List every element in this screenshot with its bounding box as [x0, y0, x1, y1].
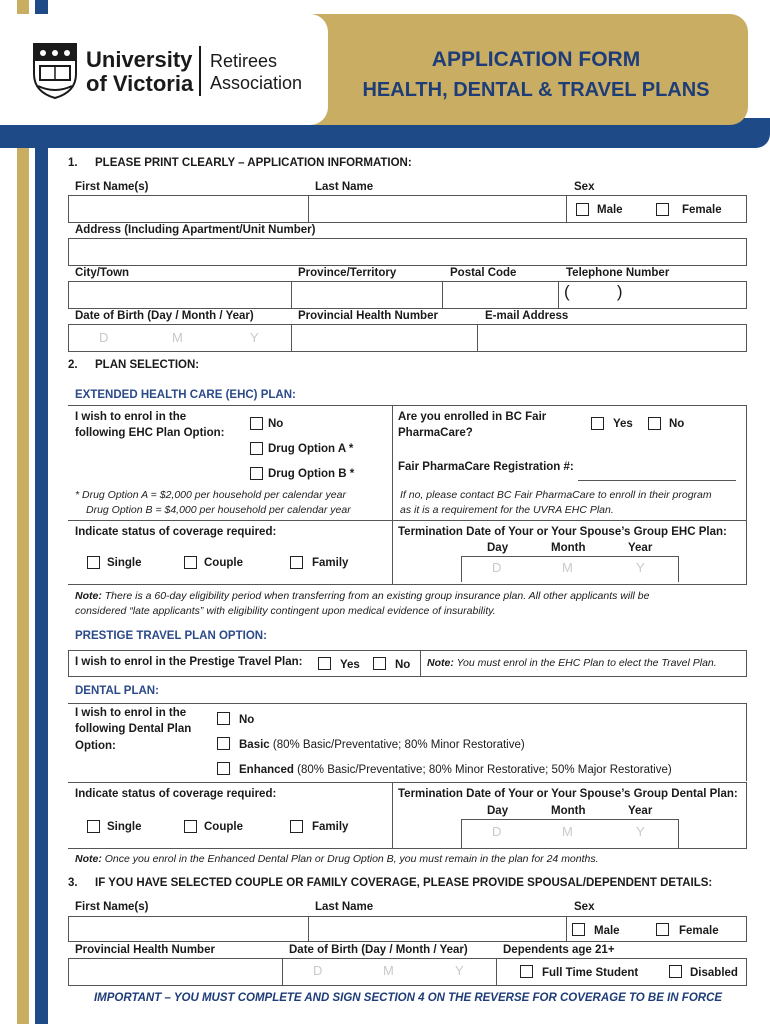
divider [442, 281, 443, 309]
logo-university: University [86, 47, 193, 72]
spouse-label-last-name: Last Name [315, 901, 374, 913]
dental-note [75, 853, 599, 865]
dental-family-label: Family [312, 821, 349, 833]
full-time-student-checkbox[interactable] [520, 965, 533, 978]
sex-female-label: Female [682, 204, 722, 216]
pharmacare-question-line2: PharmaCare? [398, 427, 473, 439]
travel-note [427, 657, 717, 669]
dental-coverage-top-line [68, 782, 747, 783]
dental-basic-name: Basic [239, 739, 270, 751]
pharmacare-yes-checkbox[interactable] [591, 417, 604, 430]
dental-termination-day-label: Day [487, 805, 509, 817]
dental-basic-desc: (80% Basic/Preventative; 80% Minor Restorative) [269, 739, 525, 751]
ehc-coverage-top-line [68, 520, 747, 521]
ehc-right-edge [746, 405, 747, 520]
dental-enhanced-label [239, 764, 672, 776]
logo-divider [199, 46, 201, 96]
ehc-termination-day[interactable]: D [492, 560, 502, 575]
divider [746, 703, 747, 781]
dental-basic-label [239, 739, 525, 751]
spouse-last-name-input[interactable] [310, 918, 564, 940]
divider [566, 195, 567, 223]
spouse-male-label: Male [594, 925, 620, 937]
dental-enrol-line2: following Dental Plan [75, 723, 192, 735]
spouse-first-names-input[interactable] [70, 918, 306, 940]
sex-male-checkbox[interactable] [576, 203, 589, 216]
dental-termination-day[interactable]: D [492, 824, 502, 839]
ehc-title: EXTENDED HEALTH CARE (EHC) PLAN: [75, 389, 296, 401]
pharmacare-no-checkbox[interactable] [648, 417, 661, 430]
spouse-label-dob: Date of Birth (Day / Month / Year) [289, 944, 468, 956]
divider [420, 650, 421, 677]
dental-termination-year[interactable]: Y [636, 824, 645, 839]
dob-day-placeholder[interactable]: D [99, 330, 109, 345]
drug-option-b-note: Drug Option B = $4,000 per household per calendar year [86, 504, 351, 516]
pharmacare-question-line1: Are you enrolled in BC Fair [398, 411, 547, 423]
pharmacare-note-line1: If no, please contact BC Fair PharmaCare to enroll in their program [400, 489, 712, 501]
drug-option-a-note: * Drug Option A = $2,000 per household per calendar year [75, 489, 346, 501]
travel-note-label: Note: [427, 657, 454, 669]
section2-number: 2. [68, 359, 78, 371]
travel-no-label: No [395, 659, 411, 671]
ehc-coverage-bottom-line [68, 584, 747, 585]
pharmacare-no-label: No [669, 418, 685, 430]
dental-top-line [68, 703, 747, 704]
sex-female-checkbox[interactable] [656, 203, 669, 216]
dental-single-checkbox[interactable] [87, 820, 100, 833]
ehc-top-line [68, 405, 747, 406]
spouse-female-checkbox[interactable] [656, 923, 669, 936]
navy-side-stripe [35, 0, 48, 1024]
form-title-line2: HEALTH, DENTAL & TRAVEL PLANS [362, 79, 710, 101]
dental-family-checkbox[interactable] [290, 820, 303, 833]
section3-number: 3. [68, 877, 78, 889]
gold-side-stripe [17, 0, 29, 1024]
ehc-termination-month[interactable]: M [562, 560, 573, 575]
label-phn: Provincial Health Number [298, 310, 438, 322]
city-input[interactable] [70, 283, 289, 307]
ehc-couple-label: Couple [204, 557, 243, 569]
eligibility-note-line1 [75, 590, 650, 602]
spouse-label-first-names: First Name(s) [75, 901, 149, 913]
divider [392, 782, 393, 848]
dental-basic-checkbox[interactable] [217, 737, 230, 750]
dental-termination-month[interactable]: M [562, 824, 573, 839]
dental-couple-label: Couple [204, 821, 243, 833]
drug-option-b-checkbox[interactable] [250, 467, 263, 480]
spouse-label-sex: Sex [574, 901, 595, 913]
dental-no-checkbox[interactable] [217, 712, 230, 725]
form-title-line1: APPLICATION FORM [431, 48, 641, 71]
divider [746, 782, 747, 848]
dental-coverage-bottom-line [68, 848, 747, 849]
ehc-single-label: Single [107, 557, 142, 569]
label-first-names: First Name(s) [75, 181, 149, 193]
label-email: E-mail Address [485, 310, 569, 322]
eligibility-note-text: There is a 60-day eligibility period when transferring from an existing group insurance plan. All other applicants will be [101, 590, 650, 602]
address-input[interactable] [68, 238, 747, 266]
travel-no-checkbox[interactable] [373, 657, 386, 670]
ehc-family-label: Family [312, 557, 349, 569]
email-input[interactable] [479, 326, 745, 350]
ehc-couple-checkbox[interactable] [184, 556, 197, 569]
last-name-input[interactable] [310, 197, 564, 221]
pharmacare-registration-label: Fair PharmaCare Registration #: [398, 461, 574, 473]
ehc-coverage-label: Indicate status of coverage required: [75, 526, 277, 538]
travel-yes-checkbox[interactable] [318, 657, 331, 670]
travel-title: PRESTIGE TRAVEL PLAN OPTION: [75, 630, 267, 642]
important-notice: IMPORTANT – YOU MUST COMPLETE AND SIGN SECTION 4 ON THE REVERSE FOR COVERAGE TO BE IN FORCE [93, 992, 723, 1004]
dental-enhanced-desc: (80% Basic/Preventative; 80% Minor Restorative; 50% Major Restorative) [293, 764, 672, 776]
sex-male-label: Male [597, 204, 623, 216]
dental-enhanced-name: Enhanced [239, 764, 294, 776]
dental-note-label: Note: [75, 853, 102, 865]
ehc-mid-divider [392, 405, 393, 520]
divider [308, 916, 309, 942]
label-address: Address (Including Apartment/Unit Number) [75, 224, 316, 236]
dental-enrol-line3: Option: [75, 740, 116, 752]
ehc-termination-month-label: Month [551, 542, 586, 554]
ehc-termination-year-label: Year [628, 542, 653, 554]
ehc-termination-label: Termination Date of Your or Your Spouse’s Group EHC Plan: [398, 526, 727, 538]
ehc-termination-day-label: Day [487, 542, 509, 554]
phn-input[interactable] [293, 326, 475, 350]
label-sex: Sex [574, 181, 595, 193]
divider [558, 281, 559, 309]
dental-single-label: Single [107, 821, 142, 833]
logo-retirees: Retirees [210, 51, 278, 71]
dob-month-placeholder[interactable]: M [172, 330, 183, 345]
eligibility-note-label: Note: [75, 590, 102, 602]
logo-of-victoria: of Victoria [86, 71, 194, 96]
drug-option-a-label: Drug Option A * [268, 443, 354, 455]
telephone-input[interactable]: ( ) [564, 282, 623, 301]
divider [746, 520, 747, 584]
spouse-dob-month[interactable]: M [383, 963, 394, 978]
logo-association: Association [210, 73, 303, 93]
pharmacare-yes-label: Yes [613, 418, 633, 430]
province-input[interactable] [293, 283, 440, 307]
pharmacare-note-line2: as it is a requirement for the UVRA EHC Plan. [400, 504, 614, 516]
spouse-female-label: Female [679, 925, 719, 937]
dental-title: DENTAL PLAN: [75, 685, 159, 697]
university-crest-icon [32, 42, 78, 100]
dental-no-label: No [239, 714, 255, 726]
disabled-label: Disabled [690, 967, 738, 979]
divider [308, 195, 309, 223]
divider [566, 916, 567, 942]
spouse-male-checkbox[interactable] [572, 923, 585, 936]
travel-enrol-label: I wish to enrol in the Prestige Travel Plan: [75, 656, 303, 668]
dental-termination-year-label: Year [628, 805, 653, 817]
divider [291, 324, 292, 352]
label-last-name: Last Name [315, 181, 374, 193]
ehc-family-checkbox[interactable] [290, 556, 303, 569]
divider [291, 281, 292, 309]
drug-option-a-checkbox[interactable] [250, 442, 263, 455]
dob-year-placeholder[interactable]: Y [250, 330, 259, 345]
spouse-label-phn: Provincial Health Number [75, 944, 215, 956]
ehc-no-label: No [268, 418, 284, 430]
disabled-checkbox[interactable] [669, 965, 682, 978]
label-dob: Date of Birth (Day / Month / Year) [75, 310, 254, 322]
dental-enrol-line1: I wish to enrol in the [75, 707, 187, 719]
divider [477, 324, 478, 352]
eligibility-note-line2: considered “late applicants” with eligibility contingent upon medical evidence of insurability. [75, 605, 496, 617]
dental-coverage-label: Indicate status of coverage required: [75, 788, 277, 800]
first-names-input[interactable] [70, 197, 306, 221]
dental-couple-checkbox[interactable] [184, 820, 197, 833]
spouse-dob-year[interactable]: Y [455, 963, 464, 978]
ehc-enrol-line1: I wish to enrol in the [75, 411, 187, 423]
divider [282, 958, 283, 986]
spouse-dob-day[interactable]: D [313, 963, 323, 978]
travel-yes-label: Yes [340, 659, 360, 671]
divider [392, 520, 393, 584]
divider [496, 958, 497, 986]
label-province: Province/Territory [298, 267, 397, 279]
drug-option-b-label: Drug Option B * [268, 468, 355, 480]
travel-note-text: You must enrol in the EHC Plan to elect the Travel Plan. [453, 657, 717, 669]
postal-code-input[interactable] [444, 283, 556, 307]
dental-note-text: Once you enrol in the Enhanced Dental Plan or Drug Option B, you must remain in the plan for 24 months. [101, 853, 599, 865]
ehc-enrol-line2: following EHC Plan Option: [75, 427, 225, 439]
label-city: City/Town [75, 267, 130, 279]
full-time-student-label: Full Time Student [542, 967, 639, 979]
section1-heading: PLEASE PRINT CLEARLY – APPLICATION INFORMATION: [95, 157, 412, 169]
dependents-label: Dependents age 21+ [503, 944, 615, 956]
ehc-no-checkbox[interactable] [250, 417, 263, 430]
dental-termination-month-label: Month [551, 805, 586, 817]
dental-termination-label: Termination Date of Your or Your Spouse’s Group Dental Plan: [398, 788, 738, 800]
ehc-single-checkbox[interactable] [87, 556, 100, 569]
section3-heading: IF YOU HAVE SELECTED COUPLE OR FAMILY COVERAGE, PLEASE PROVIDE SPOUSAL/DEPENDENT DETAILS: [95, 877, 713, 889]
section1-number: 1. [68, 157, 78, 169]
dental-enhanced-checkbox[interactable] [217, 762, 230, 775]
spouse-phn-input[interactable] [70, 960, 280, 984]
label-postal-code: Postal Code [450, 267, 517, 279]
label-telephone: Telephone Number [566, 267, 670, 279]
ehc-termination-year[interactable]: Y [636, 560, 645, 575]
pharmacare-registration-input[interactable] [578, 480, 736, 481]
section2-heading: PLAN SELECTION: [95, 359, 200, 371]
